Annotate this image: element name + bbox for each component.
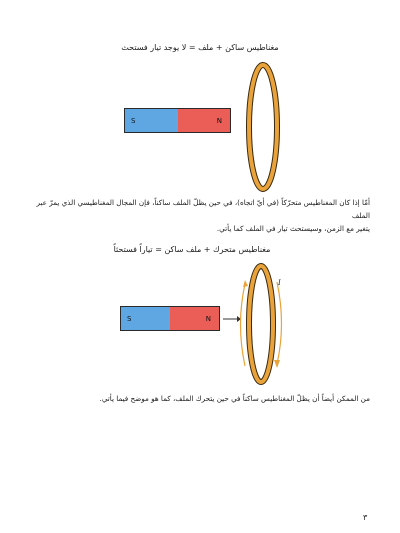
page-number: ٣ <box>363 513 368 522</box>
south-pole <box>125 109 178 132</box>
bar-magnet-static <box>124 108 231 133</box>
north-pole-label: N <box>205 314 211 323</box>
north-pole <box>170 307 219 330</box>
north-pole <box>178 109 231 132</box>
south-pole-label: S <box>131 116 136 125</box>
paragraph-moving-magnet <box>28 196 370 235</box>
paragraph1-line2: يتغير مع الزمن، وسيستحث تيار في الملف كما يأتي. <box>216 224 370 233</box>
figure1-caption: مغناطيس ساكن + ملف = لا يوجد تيار فستحث <box>121 43 279 52</box>
south-pole <box>121 307 170 330</box>
coil-static <box>246 62 280 192</box>
current-label: I <box>278 279 281 287</box>
paragraph1-line1: أمّا إذا كان المغناطيس متحرّكاً (في أيّ اتجاه)، في حين يظلّ الملف ساكناً، فإن المجال المغناطيسي الذي يمرّ عبر الملف <box>36 198 370 220</box>
bar-magnet-moving <box>120 306 220 331</box>
figure2-caption: مغناطيس متحرك + ملف ساكن = تياراً فستحثاً <box>113 245 271 254</box>
paragraph2-line1: من الممكن أيضاً أن يظلّ المغناطيس ساكناً في حين يتحرك الملف، كما هو موضح فيما يأتي. <box>99 394 370 403</box>
north-pole-label: N <box>216 116 222 125</box>
south-pole-label: S <box>127 314 132 323</box>
paragraph-moving-coil <box>28 392 370 405</box>
